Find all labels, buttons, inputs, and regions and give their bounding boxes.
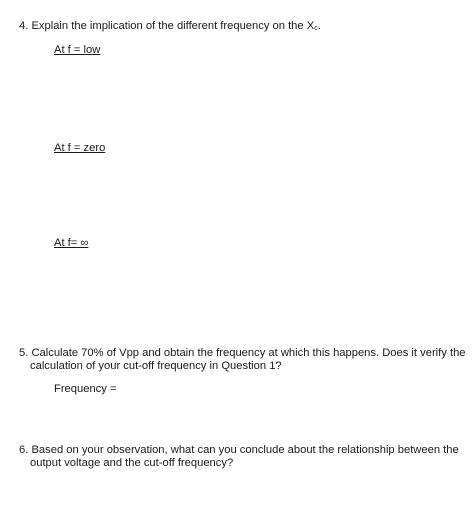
- question-5-cont: [30, 360, 282, 373]
- sub-item-low: At f = low: [54, 44, 101, 56]
- question-4-period: .: [317, 20, 321, 32]
- question-6: [19, 444, 459, 457]
- sub-item-infinity: At f= ∞: [54, 237, 89, 249]
- sub-item-zero: At f = zero: [54, 142, 106, 154]
- question-4-text: 4. Explain the implication of the different frequency on the X: [19, 20, 315, 32]
- question-6-line-1: 6. Based on your observation, what can you conclude about the relationship between the: [19, 444, 459, 456]
- question-5-line-2: calculation of your cut-off frequency in Question 1?: [30, 360, 282, 372]
- question-6-cont: [30, 457, 233, 470]
- question-5: [19, 347, 466, 360]
- question-4: [19, 20, 321, 33]
- question-6-line-2: output voltage and the cut-off frequency?: [30, 457, 234, 469]
- question-5-line-1: 5. Calculate 70% of Vpp and obtain the frequency at which this happens. Does it verify the: [19, 347, 466, 359]
- question-4-subscript: c: [314, 25, 318, 32]
- frequency-answer-label: Frequency =: [54, 383, 117, 395]
